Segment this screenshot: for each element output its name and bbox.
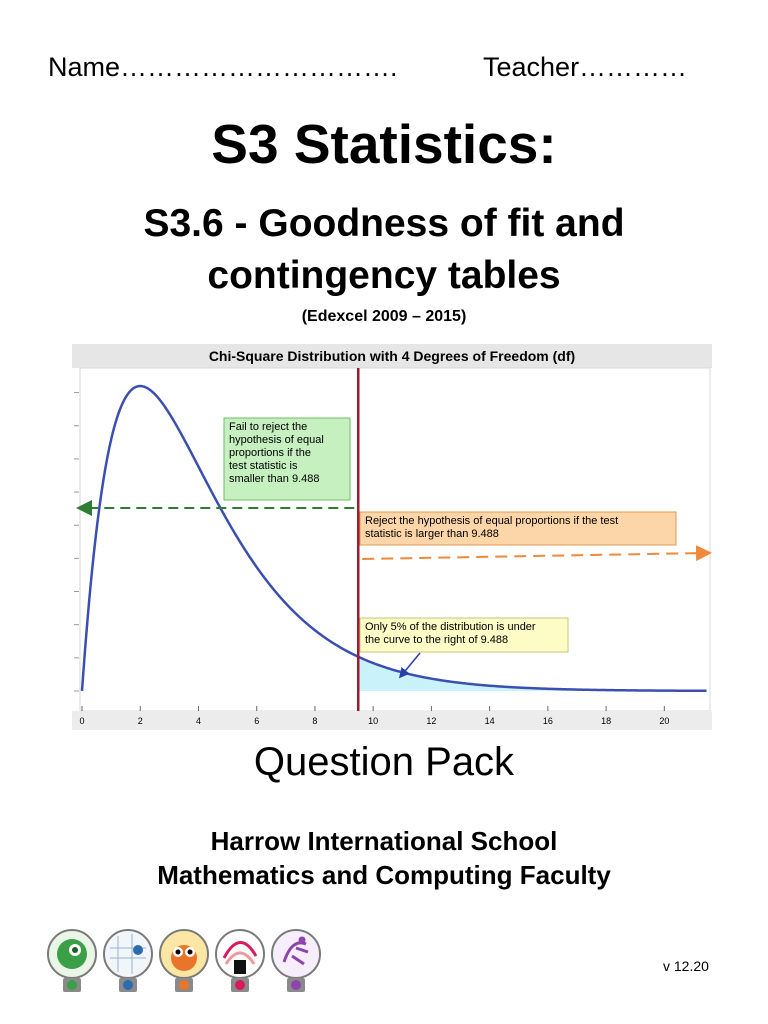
school-name [0, 824, 768, 892]
school-name-line-2: Mathematics and Computing Faculty [157, 860, 611, 890]
version-label: v 12.20 [663, 958, 709, 974]
page-subtitle [0, 198, 768, 302]
x-tick-label: 10 [368, 716, 379, 726]
fail-to-reject-callout [224, 418, 350, 500]
lightbulb-green-icon [48, 930, 96, 992]
reject-callout [360, 512, 676, 545]
subtitle-line-1: S3.6 - Goodness of fit and [143, 202, 625, 245]
svg-text:Reject the hypothesis of equal: Reject the hypothesis of equal proportions if the test statistic is larger than 9.488 [365, 515, 619, 540]
x-axis-band [72, 711, 712, 730]
x-tick-label: 16 [542, 716, 553, 726]
teacher-field-label: Teacher………… [483, 52, 688, 82]
chart-title: Chi-Square Distribution with 4 Degrees of Freedom (df) [208, 348, 576, 364]
chi-square-chart [72, 344, 712, 730]
x-tick-label: 0 [79, 716, 85, 726]
x-tick-label: 14 [484, 716, 495, 726]
x-tick-label: 18 [601, 716, 612, 726]
x-tick-label: 4 [195, 716, 201, 726]
page-title: S3 Statistics: [211, 113, 557, 175]
school-name-line-1: Harrow International School [210, 826, 558, 856]
lightbulb-blue-icon [104, 930, 152, 992]
x-tick-label: 12 [426, 716, 437, 726]
x-tick-label: 6 [254, 716, 260, 726]
lightbulb-orange-icon [160, 930, 208, 992]
faculty-logos [46, 928, 326, 998]
lightbulb-purple-icon [272, 930, 320, 992]
five-percent-callout [360, 618, 568, 652]
subtitle-line-2: contingency tables [207, 254, 561, 297]
syllabus-note: (Edexcel 2009 – 2015) [301, 308, 467, 325]
svg-text:Fail to reject the hypot: Fail to reject the hypothesis of equal proportions if the test statistic is smaller than 9.488 [229, 421, 324, 485]
lightbulb-pink-icon [216, 930, 264, 992]
name-field-label: Name…………………………. [48, 52, 398, 82]
x-tick-label: 20 [659, 716, 670, 726]
x-tick-label: 8 [312, 716, 318, 726]
svg-text:Only 5% of the distribution is: Only 5% of the distribution is under the curve to the right of 9.488 [365, 621, 536, 646]
x-tick-label: 2 [137, 716, 143, 726]
question-pack-label: Question Pack [253, 740, 515, 784]
